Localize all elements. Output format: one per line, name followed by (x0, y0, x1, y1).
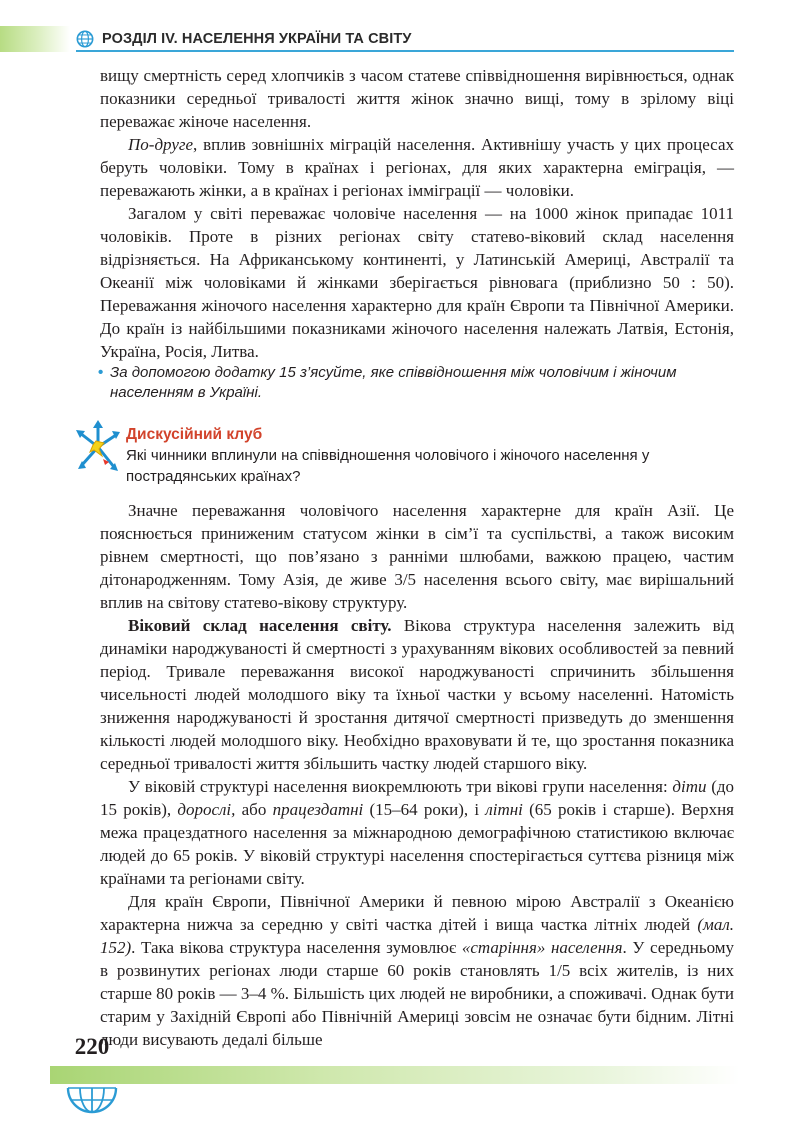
figure-reference: (мал. 152) (100, 915, 734, 957)
discussion-arrows-icon (74, 419, 122, 475)
footer-decor-band (50, 1066, 740, 1084)
term: «старіння» населення (461, 938, 623, 957)
paragraph: У віковій структурі населення виокремлюють три вікові групи населення: діти (до 15 років), дорослі, або працездатні (15–64 роки), і літні (65 років і старше). Верхня межа працездатного населення за міжнародною демографічною статистикою включає людей до 65 років. У віковій структурі населення спостерігається суттєва різниця між країнами та регіонами світу. (100, 777, 735, 888)
chapter-header (76, 28, 411, 50)
header-rule (76, 50, 734, 52)
bullet-icon: • (98, 364, 104, 381)
page-content (100, 64, 734, 1051)
chapter-title: РОЗДІЛ IV. НАСЕЛЕННЯ УКРАЇНИ ТА СВІТУ (102, 31, 412, 47)
term: літні (485, 800, 523, 819)
paragraph: вищу смертність серед хлопчиків з часом статеве співвідношення вирівнюється, однак показники середньої тривалості життя жінок значно вищі, тому в зрілому віці переважає жіноче населення. (100, 66, 734, 131)
discussion-club-box (100, 425, 734, 487)
term: працездатні (272, 800, 364, 819)
section-heading: Віковий склад населення світу. (128, 616, 392, 635)
emphasis: По-друге (128, 135, 194, 154)
paragraph: Значне переважання чоловічого населення характерне для країн Азії. Це пояснюється приниженим статусом жінки в сім’ї та суспільстві, а також високим рівнем смертності, що пов’язано з ранніми шлюбами, важкою працею, частим дітонародженням. Тому Азія, де живе 3/5 населення всього світу, має вирішальний вплив на світову статево-вікову структуру. (100, 501, 734, 612)
term: діти (672, 777, 707, 796)
paragraph: Для країн Європи, Північної Америки й певною мірою Австралії з Океанією характерна нижча за середню у світі частка дітей і вища частка літніх людей (мал. 152). Така вікова структура населення зумовлює «старіння» населення. У середньому в розвинутих регіонах люди старше 60 років становлять 1/5 всіх жителів, із них старше 80 років — 3–4 %. Більшість цих людей не виробники, а споживачі. Однак бути старим у Західній Європі або Північній Америці зовсім не означає бути бідним. Літні люди висувають дедалі більше (100, 892, 735, 1049)
page-number: 220 (74, 1034, 110, 1059)
paragraph: Віковий склад населення світу. Вікова структура населення залежить від динаміки народжуваності й смертності з урахуванням вікових особливостей за певний період. Тривале переважання високої народжуваності спричинить збільшення чисельності людей молодшого віку та їхньої частки у всьому населенні. Натомість зниження народжуваності й зростання дитячої смертності призведуть до зменшення кількості людей молодшого віку. Необхідно враховувати й те, що зростання показника середньої тривалості життя збільшить частку людей старшого віку. (100, 616, 734, 773)
header-decor-band (0, 26, 70, 52)
club-question: Які чинники вплинули на співвідношення чоловічого і жіночого населення у пострадянських країнах? (126, 447, 650, 485)
task-item: • За допомогою додатку 15 з’ясуйте, яке співвідношення між чоловічим і жіночим населенням в Україні. (98, 364, 677, 401)
paragraph: По-друге, вплив зовнішніх міграцій населення. Активнішу участь у цих процесах беруть чоловіки. Тому в країнах і регіонах, для яких характерна еміграція, — переважають жінки, а в країнах і регіонах імміграції — чоловіки. (100, 135, 734, 200)
term: дорослі, (177, 800, 236, 819)
club-title: Дискусійний клуб (126, 426, 263, 443)
paragraph: Загалом у світі переважає чоловіче населення — на 1000 жінок припадає 1011 чоловіків. Проте в різних регіонах світу статево-віковий склад населення відрізняється. На Африканському континенті, у Латинській Америці, Австралії та Океанії між чоловіками й жінками зберігається рівновага (приблизно 50 : 50). Переважання жіночого населення характерно для країн Європи та Північної Америки. До країн із найбільшими показниками жіночого населення належать Латвія, Естонія, Україна, Росія, Литва. (100, 204, 734, 361)
globe-icon (64, 1060, 120, 1116)
globe-icon (76, 30, 94, 48)
